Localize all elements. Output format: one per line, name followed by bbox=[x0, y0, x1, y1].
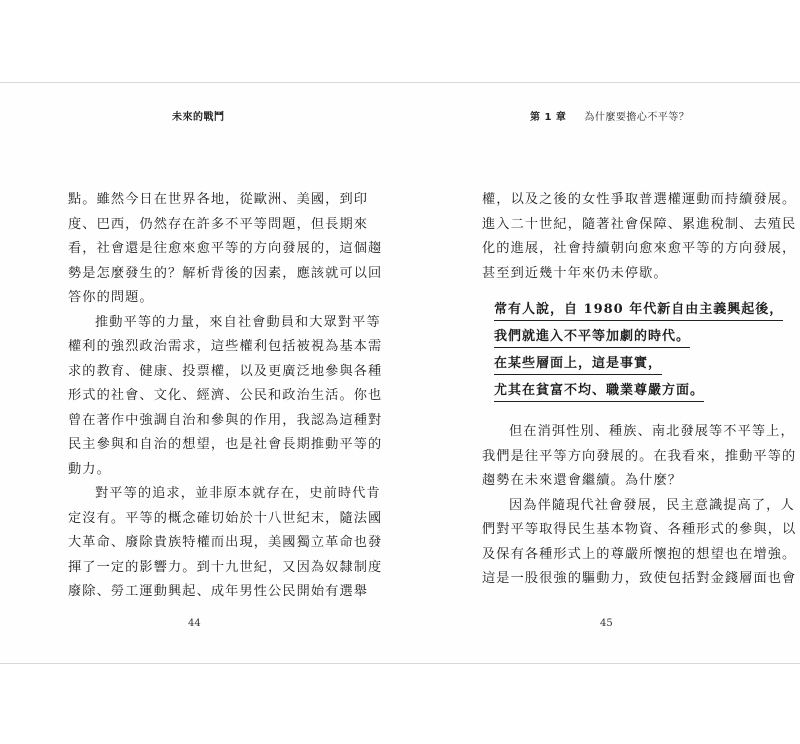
running-head-chapter bbox=[530, 108, 689, 123]
quote-line: 尤其在貧富不均、職業尊嚴方面。 bbox=[494, 381, 704, 402]
quote-line: 常有人說，自 1980 年代新自由主義興起後， bbox=[494, 300, 783, 321]
text-line: 權利的強烈政治需求，這些權利包括被視為基本需 bbox=[68, 339, 383, 354]
text-line: 定沒有。平等的概念確切始於十八世紀末，隨法國 bbox=[68, 510, 383, 526]
text-line: 度、巴西，仍然存在許多不平等問題，但長期來 bbox=[68, 216, 369, 232]
running-head-book-title: 未來的戰鬥 bbox=[172, 112, 225, 123]
chapter-title: 為什麼要擔心不平等？ bbox=[584, 112, 690, 123]
page-number-right: 45 bbox=[600, 618, 613, 629]
text-line: 我們是往平等方向發展的。在我看來，推動平等的 bbox=[482, 448, 797, 464]
text-line: 對平等的追求，並非原本就存在，史前時代肯 bbox=[95, 486, 381, 501]
page-number-left: 44 bbox=[188, 618, 201, 629]
right-page bbox=[400, 83, 800, 663]
text-line: 曾在著作中強調自治和參與的作用，我認為這種對 bbox=[68, 412, 383, 428]
left-page-body bbox=[68, 188, 383, 605]
left-page bbox=[0, 83, 400, 663]
quote-line: 我們就進入不平等加劇的時代。 bbox=[494, 327, 690, 348]
quote-line: 在某些層面上，這是事實， bbox=[494, 354, 662, 375]
text-line: 民主參與和自治的想望，也是社會長期推動平等的 bbox=[68, 437, 383, 452]
book-spread bbox=[0, 82, 800, 664]
text-line: 答你的問題。 bbox=[68, 290, 154, 305]
chapter-number: 第 1 章 bbox=[530, 112, 567, 123]
text-line: 化的進展，社會持續朝向愈來愈平等的方向發展， bbox=[482, 241, 797, 256]
text-line: 看，社會還是往愈來愈平等的方向發展的，這個趨 bbox=[68, 241, 383, 256]
text-line: 這是一股很強的驅動力，致使包括對金錢層面也會 bbox=[482, 571, 797, 586]
text-line: 們對平等取得民生基本物資、各種形式的參與，以 bbox=[482, 522, 797, 537]
text-line: 甚至到近幾十年來仍未停歇。 bbox=[482, 265, 668, 281]
text-line: 推動平等的力量，來自社會動員和大眾對平等 bbox=[95, 314, 381, 330]
text-line: 求的教育、健康、投票權，以及更廣泛地參與各種 bbox=[68, 363, 383, 379]
text-line: 揮了一定的影響力。到十九世紀，又因為奴隸制度 bbox=[68, 559, 383, 575]
paragraph-before-quote bbox=[482, 188, 797, 286]
text-line: 大革命、廢除貴族特權而出現，美國獨立革命也發 bbox=[68, 535, 383, 550]
text-line: 點。雖然今日在世界各地，從歐洲、美國，到印 bbox=[68, 192, 369, 207]
text-line: 形式的社會、文化、經濟、公民和政治生活。你也 bbox=[68, 388, 383, 403]
text-line: 勢是怎麼發生的？解析背後的因素，應該就可以回 bbox=[68, 265, 383, 281]
text-line: 廢除、勞工運動興起、成年男性公民開始有選舉 bbox=[68, 584, 369, 599]
text-line: 進入二十世紀，隨著社會保障、累進稅制、去殖民 bbox=[482, 216, 797, 232]
text-line: 及保有各種形式上的尊嚴所懷抱的想望也在增強。 bbox=[482, 546, 797, 562]
text-line: 權，以及之後的女性爭取普選權運動而持續發展。 bbox=[482, 192, 797, 207]
text-line: 但在消弭性別、種族、南北發展等不平等上， bbox=[509, 424, 795, 439]
pull-quote bbox=[482, 298, 784, 406]
right-page-body bbox=[482, 188, 797, 592]
text-line: 因為伴隨現代社會發展，民主意識提高了，人 bbox=[509, 497, 795, 513]
text-line: 動力。 bbox=[68, 461, 111, 477]
paragraph-after-quote bbox=[482, 420, 797, 592]
text-line: 趨勢在未來還會繼續。為什麼？ bbox=[482, 473, 683, 488]
